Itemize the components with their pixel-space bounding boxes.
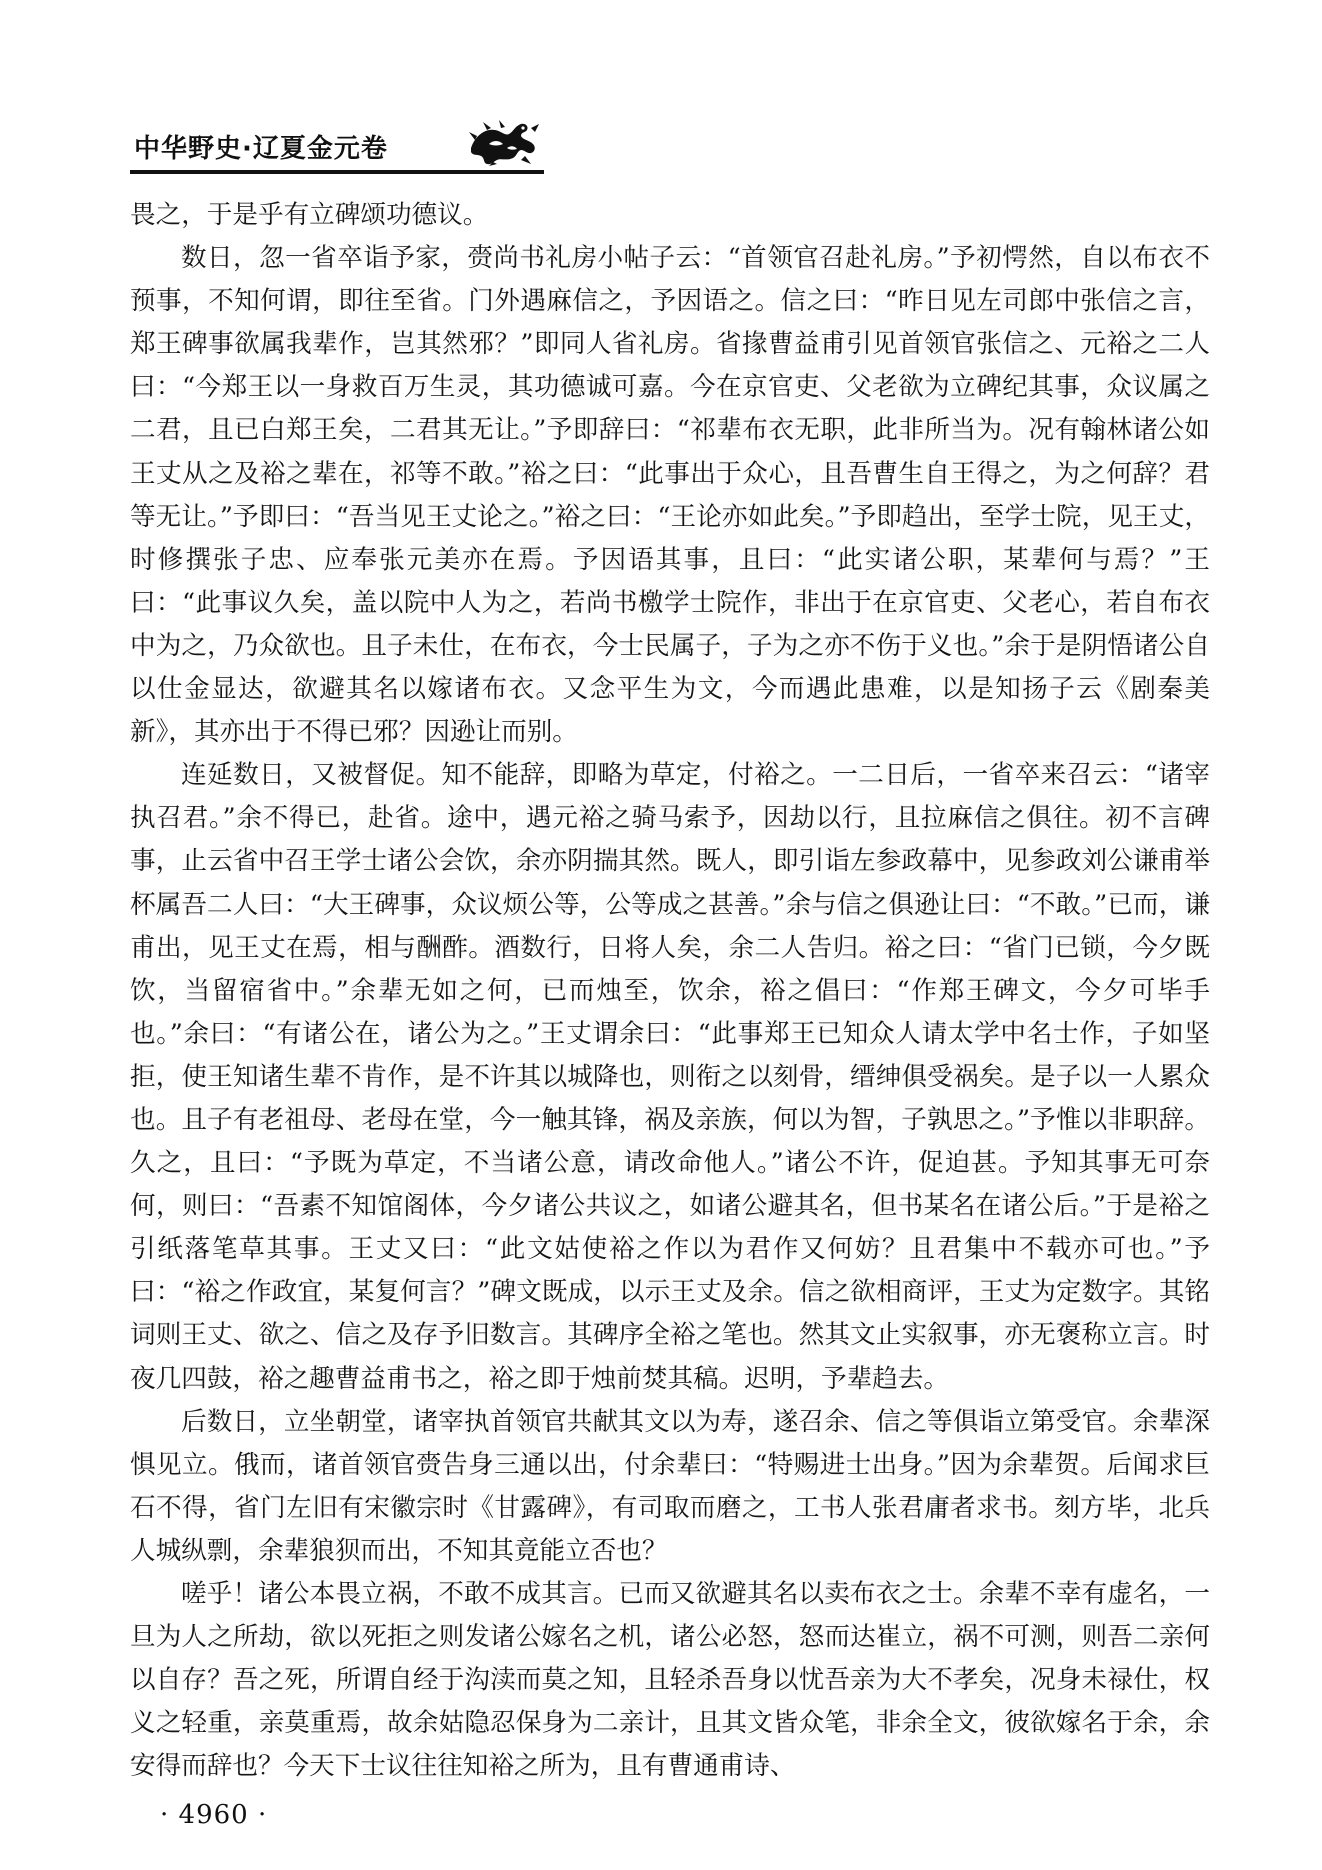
paragraph: 连延数日，又被督促。知不能辞，即略为草定，付裕之。一二日后，一省卒来召云：“诸宰执召君。”余不得已，赴省。途中，遇元裕之骑马索予，因劫以行，且拉麻信之俱往。初不言碑事，止云省中召王学士诸公会饮，余亦阴揣其然。既人，即引诣左参政幕中，见参政刘公谦甫举杯属吾二人曰：“大王碑事，众议烦公等，公等成之甚善。”余与信之俱逊让曰：“不敢。”已而，谦甫出，见王丈在焉，相与酬酢。酒数行，日将人矣，余二人告归。裕之曰：“省门已锁，今夕既饮，当留宿省中。”余辈无如之何，已而烛至，饮余，裕之倡曰：“作郑王碑文，今夕可毕手也。”余曰：“有诸公在，诸公为之。”王丈谓余曰：“此事郑王已知众人请太学中名士作，子如坚拒，使王知诸生辈不肯作，是不许其以城降也，则衔之以刻骨，缙绅俱受祸矣。是子以一人累众也。且子有老祖母、老母在堂，今一触其锋，祸及亲族，何以为智，子孰思之。”予惟以非职辞。久之，且曰：“予既为草定，不当诸公意，请改命他人。”诸公不许，促迫甚。予知其事无可奈何，则曰：“吾素不知馆阁体，今夕诸公共议之，如诸公避其名，但书某名在诸公后。”于是裕之引纸落笔草其事。王丈又曰：“此文姑使裕之作以为君作又何妨？且君集中不载亦可也。”予曰：“裕之作政宜，某复何言？”碑文既成，以示王丈及余。信之欲相商评，王丈为定数字。其铭词则王丈、欲之、信之及存予旧数言。其碑序全裕之笔也。然其文止实叙事，亦无褒称立言。时夜几四鼓，裕之趣曹益甫书之，裕之即于烛前焚其稿。迟明，予辈趋去。	[130, 760, 1210, 1394]
header-rule	[130, 170, 544, 174]
running-header	[130, 118, 544, 174]
paragraph: 后数日，立坐朝堂，诸宰执首领官共献其文以为寿，遂召余、信之等俱诣立第受官。余辈深惧见立。俄而，诸首领官赍告身三通以出，付余辈曰：“特赐进士出身。”因为余辈贺。后闻求巨石不得，省门左旧有宋徽宗时《甘露碑》，有司取而磨之，工书人张君庸者求书。刻方毕，北兵人城纵剽，余辈狼狈而出，不知其竟能立否也？	[130, 1406, 1210, 1566]
paragraph: 数日，忽一省卒诣予家，赍尚书礼房小帖子云：“首领官召赴礼房。”予初愕然，自以布衣不预事，不知何谓，即往至省。门外遇麻信之，予因语之。信之曰：“昨日见左司郎中张信之言，郑王碑事欲属我辈作，岂其然邪？”即同人省礼房。省掾曹益甫引见首领官张信之、元裕之二人曰：“今郑王以一身救百万生灵，其功德诚可嘉。今在京官吏、父老欲为立碑纪其事，众议属之二君，且已白郑王矣，二君其无让。”予即辞曰：“祁辈布衣无职，此非所当为。况有翰林诸公如王丈从之及裕之辈在，祁等不敢。”裕之曰：“此事出于众心，且吾曹生自王得之，为之何辞？君等无让。”予即曰：“吾当见王丈论之。”裕之曰：“王论亦如此矣。”予即趋出，至学士院，见王丈，时修撰张子忠、应奉张元美亦在焉。予因语其事，且曰：“此实诸公职，某辈何与焉？”王曰：“此事议久矣，盖以院中人为之，若尚书檄学士院作，非出于在京官吏、父老心，若自布衣中为之，乃众欲也。且子未仕，在布衣，今士民属子，子为之亦不伤于义也。”余于是阴悟诸公自以仕金显达，欲避其名以嫁诸布衣。又念平生为文，今而遇此患难，以是知扬子云《剧秦美新》，其亦出于不得已邪？因逊让而别。	[130, 243, 1210, 748]
paragraph: 嗟乎！诸公本畏立祸，不敢不成其言。已而又欲避其名以卖布衣之士。余辈不幸有虚名，一旦为人之所劫，欲以死拒之则发诸公嫁名之机，诸公必怒，怒而达崔立，祸不可测，则吾二亲何以自存？吾之死，所谓自经于沟渎而莫之知，且轻杀吾身以忧吾亲为大不孝矣，况身未禄仕，权义之轻重，亲莫重焉，故余姑隐忍保身为二亲计，且其文皆众笔，非余全文，彼欲嫁名于余，余安得而辞也？今天下士议往往知裕之所为，且有曹通甫诗、	[130, 1579, 1210, 1782]
page-number: · 4960 ·	[160, 1800, 268, 1830]
body-text	[130, 194, 1210, 1788]
paragraph: 畏之，于是乎有立碑颂功德议。	[130, 200, 489, 230]
dragon-emblem-icon	[465, 118, 541, 166]
book-title: 中华野史·辽夏金元卷	[134, 134, 388, 164]
